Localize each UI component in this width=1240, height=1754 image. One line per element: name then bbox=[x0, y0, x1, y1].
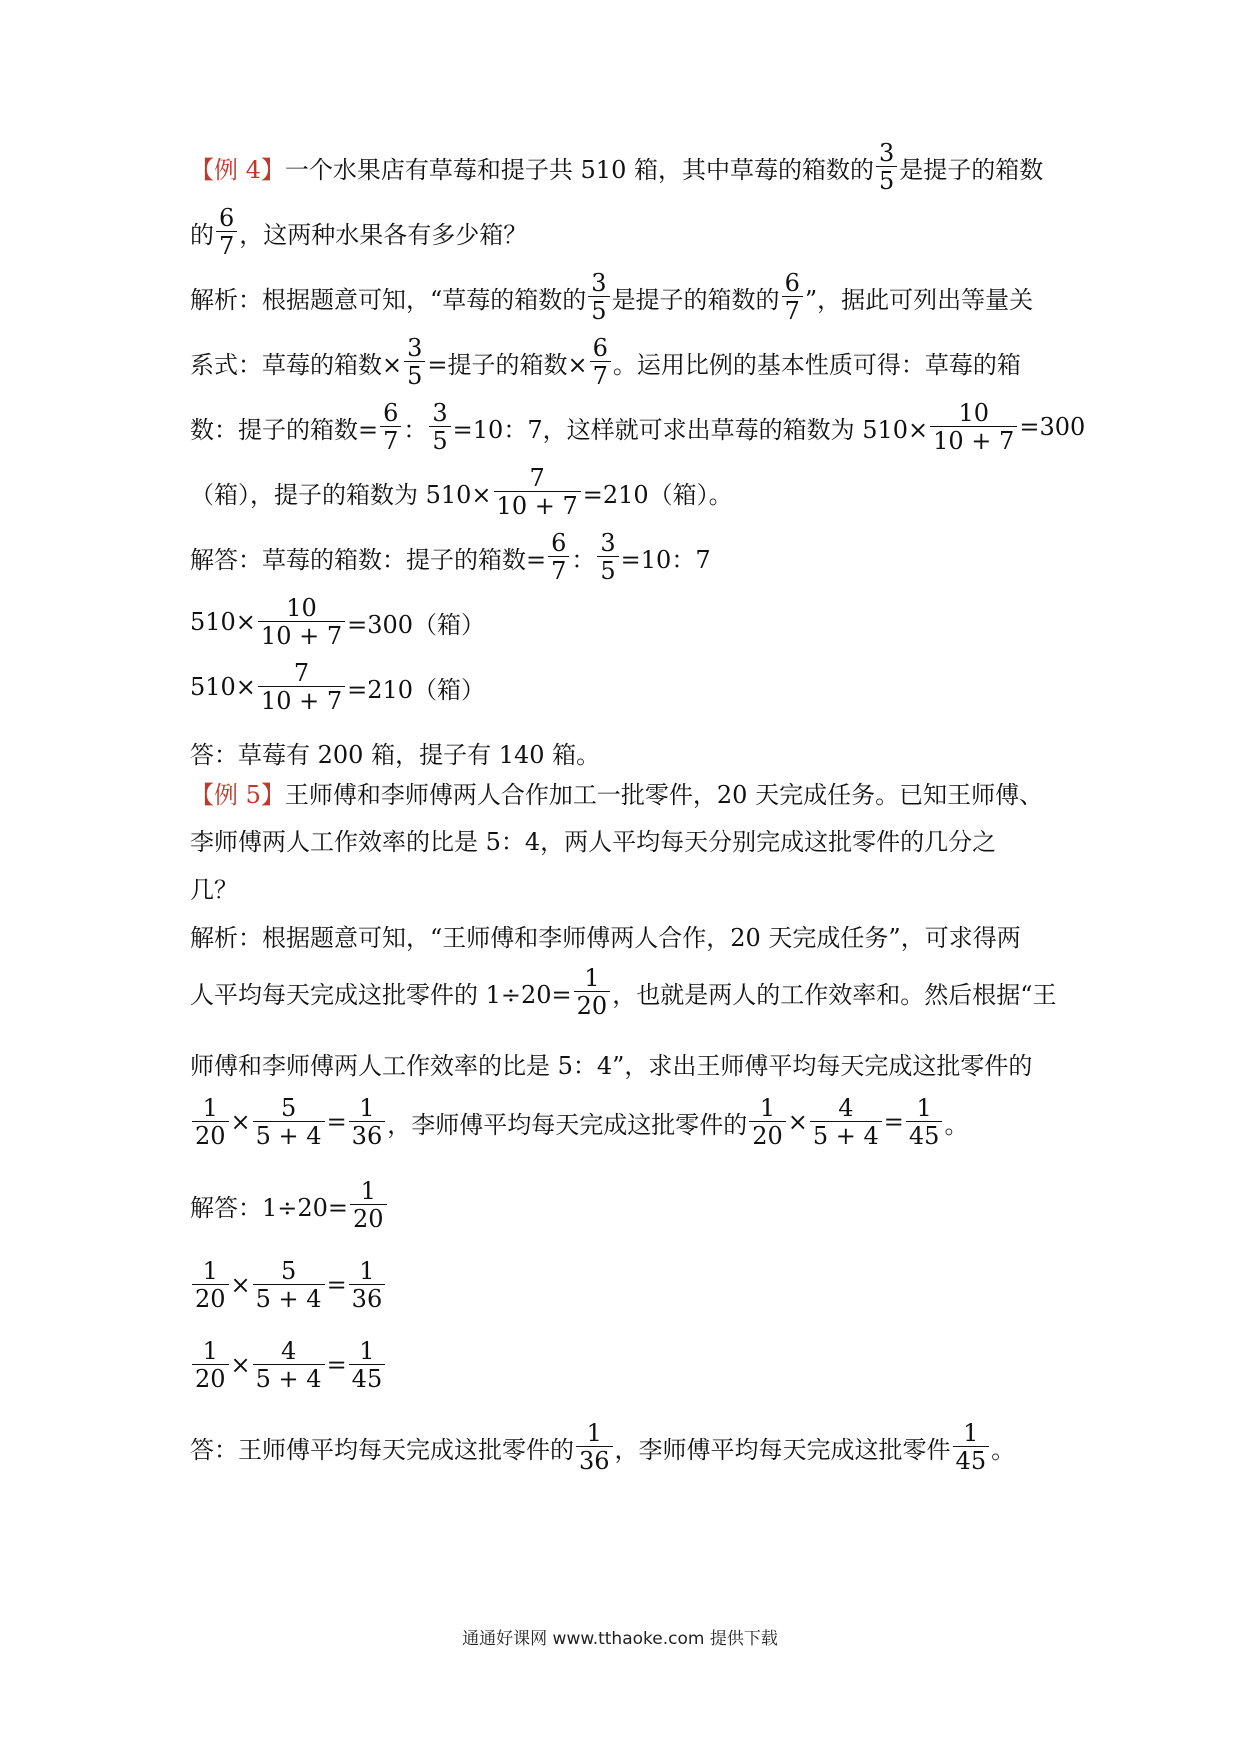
text: 解析：根据题意可知，“草莓的箱数的 bbox=[190, 285, 587, 314]
ex5-analysis-line-1 bbox=[190, 918, 1060, 953]
ex5-solution-line-2 bbox=[190, 1258, 1060, 1313]
text: 的 bbox=[190, 220, 214, 249]
text: 510× bbox=[190, 608, 256, 637]
ex5-question-line-2 bbox=[190, 822, 1060, 857]
fraction-1-20: $\frac{1}{20}$ bbox=[192, 1338, 229, 1393]
text: 几？ bbox=[190, 876, 238, 904]
fraction-1-20: $\frac{1}{20}$ bbox=[749, 1095, 786, 1150]
fraction-3-5: $\frac{3}{5}$ bbox=[597, 530, 618, 585]
text: ，李师傅平均每天完成这批零件 bbox=[614, 1435, 951, 1464]
text: ，也就是两人的工作效率和。然后根据“王 bbox=[612, 980, 1057, 1009]
fraction-7-over-10-plus-7: $\frac{7}{10 + 7}$ bbox=[494, 465, 581, 520]
fraction-3-5: $\frac{3}{5}$ bbox=[429, 400, 450, 455]
text: 。 bbox=[944, 1110, 969, 1139]
ex5-question-line-1 bbox=[190, 775, 1060, 810]
equals: = bbox=[326, 1108, 347, 1137]
ex5-question-line-3 bbox=[190, 870, 1060, 905]
fraction-1-36: $\frac{1}{36}$ bbox=[349, 1258, 386, 1313]
ex4-analysis-line-2 bbox=[190, 335, 1060, 390]
text: 解答：草莓的箱数：提子的箱数= bbox=[190, 545, 547, 574]
fraction-3-5: $\frac{3}{5}$ bbox=[588, 270, 609, 325]
text: =300（箱） bbox=[347, 610, 486, 639]
fraction-10-over-10-plus-7: $\frac{10}{10 + 7}$ bbox=[930, 400, 1017, 455]
ex4-solution-line-2 bbox=[190, 595, 1060, 650]
text: ，这两种水果各有多少箱？ bbox=[239, 220, 528, 249]
text: ： bbox=[571, 545, 596, 574]
text: 人平均每天完成这批零件的 1÷20= bbox=[190, 980, 572, 1009]
text: 。运用比例的基本性质可得：草莓的箱 bbox=[612, 350, 1021, 379]
ex4-solution-line-3 bbox=[190, 660, 1060, 715]
text: 。 bbox=[991, 1435, 1016, 1464]
text: 答：王师傅平均每天完成这批零件的 bbox=[190, 1435, 574, 1464]
fraction-7-over-10-plus-7: $\frac{7}{10 + 7}$ bbox=[258, 660, 345, 715]
times: × bbox=[787, 1108, 808, 1137]
fraction-1-45: $\frac{1}{45}$ bbox=[953, 1420, 990, 1475]
text: 是提子的箱数的 bbox=[611, 285, 780, 314]
text: =10：7 bbox=[620, 545, 711, 574]
equals: = bbox=[326, 1271, 347, 1300]
ex4-analysis-line-3 bbox=[190, 399, 1086, 456]
fraction-4-over-5-plus-4: $\frac{4}{5 + 4}$ bbox=[253, 1338, 325, 1393]
text: ： bbox=[403, 415, 428, 444]
ex4-analysis-line-4 bbox=[190, 465, 1060, 520]
fraction-1-45: $\frac{1}{45}$ bbox=[906, 1095, 943, 1150]
ex4-question-line-1 bbox=[190, 140, 1060, 195]
fraction-3-5: $\frac{3}{5}$ bbox=[876, 140, 897, 195]
ex5-solution-line-1 bbox=[190, 1178, 1060, 1233]
fraction-6-7: $\frac{6}{7}$ bbox=[782, 270, 803, 325]
text: =提子的箱数× bbox=[427, 350, 588, 379]
text: 系式：草莓的箱数× bbox=[190, 350, 403, 379]
ex5-analysis-line-3 bbox=[190, 1046, 1060, 1081]
fraction-1-20: $\frac{1}{20}$ bbox=[192, 1095, 229, 1150]
text: ，李师傅平均每天完成这批零件的 bbox=[387, 1110, 748, 1139]
ex4-solution-line-1 bbox=[190, 530, 1060, 585]
text: 王师傅和李师傅两人合作加工一批零件，20 天完成任务。已知王师傅、 bbox=[284, 781, 1044, 809]
times: × bbox=[230, 1271, 251, 1300]
fraction-1-20: $\frac{1}{20}$ bbox=[350, 1178, 387, 1233]
text: 解答：1÷20= bbox=[190, 1193, 349, 1222]
text: =10：7，这样就可求出草莓的箱数为 510× bbox=[452, 415, 929, 444]
fraction-1-20: $\frac{1}{20}$ bbox=[574, 965, 611, 1020]
ex4-question-line-2 bbox=[190, 205, 1060, 260]
example-5-tag: 【例 5】 bbox=[190, 781, 285, 809]
ex4-analysis-line-1 bbox=[190, 270, 1060, 325]
text: =300 bbox=[1019, 413, 1086, 442]
text: 师傅和李师傅两人工作效率的比是 5：4”，求出王师傅平均每天完成这批零件的 bbox=[190, 1052, 1033, 1080]
fraction-1-45: $\frac{1}{45}$ bbox=[349, 1338, 386, 1393]
ex5-analysis-line-4 bbox=[190, 1095, 1060, 1150]
text: 解析：根据题意可知，“王师傅和李师傅两人合作，20 天完成任务”，可求得两 bbox=[190, 924, 1021, 952]
example-4-tag: 【例 4】 bbox=[190, 155, 285, 184]
text: ”，据此可列出等量关 bbox=[804, 285, 1034, 314]
text: =210（箱） bbox=[347, 675, 486, 704]
fraction-6-7: $\frac{6}{7}$ bbox=[216, 205, 237, 260]
text: =210（箱）。 bbox=[582, 480, 733, 509]
text: 一个水果店有草莓和提子共 510 箱，其中草莓的箱数的 bbox=[284, 155, 874, 184]
ex4-answer bbox=[190, 735, 1060, 770]
fraction-6-7: $\frac{6}{7}$ bbox=[548, 530, 569, 585]
fraction-6-7: $\frac{6}{7}$ bbox=[590, 335, 611, 390]
times: × bbox=[230, 1108, 251, 1137]
page-footer: 通通好课网 www.tthaoke.com 提供下载 bbox=[462, 1629, 778, 1649]
fraction-1-36: $\frac{1}{36}$ bbox=[349, 1095, 386, 1150]
text: 李师傅两人工作效率的比是 5：4，两人平均每天分别完成这批零件的几分之 bbox=[190, 828, 997, 856]
text: （箱），提子的箱数为 510× bbox=[190, 480, 492, 509]
text: 是提子的箱数 bbox=[899, 155, 1044, 184]
fraction-1-36: $\frac{1}{36}$ bbox=[576, 1420, 613, 1475]
ex5-answer bbox=[190, 1420, 1060, 1475]
text: 答：草莓有 200 箱，提子有 140 箱。 bbox=[190, 741, 601, 769]
fraction-3-5: $\frac{3}{5}$ bbox=[404, 335, 425, 390]
fraction-4-over-5-plus-4: $\frac{4}{5 + 4}$ bbox=[810, 1095, 882, 1150]
ex5-solution-line-3 bbox=[190, 1338, 1060, 1393]
fraction-10-over-10-plus-7: $\frac{10}{10 + 7}$ bbox=[258, 595, 345, 650]
equals: = bbox=[883, 1108, 904, 1137]
fraction-5-over-5-plus-4: $\frac{5}{5 + 4}$ bbox=[253, 1095, 325, 1150]
ex5-analysis-line-2 bbox=[190, 965, 1060, 1020]
fraction-6-7: $\frac{6}{7}$ bbox=[380, 400, 401, 455]
text: 数：提子的箱数= bbox=[190, 415, 379, 444]
text: 510× bbox=[190, 673, 256, 702]
times: × bbox=[230, 1351, 251, 1380]
fraction-1-20: $\frac{1}{20}$ bbox=[192, 1258, 229, 1313]
fraction-5-over-5-plus-4: $\frac{5}{5 + 4}$ bbox=[253, 1258, 325, 1313]
equals: = bbox=[326, 1351, 347, 1380]
